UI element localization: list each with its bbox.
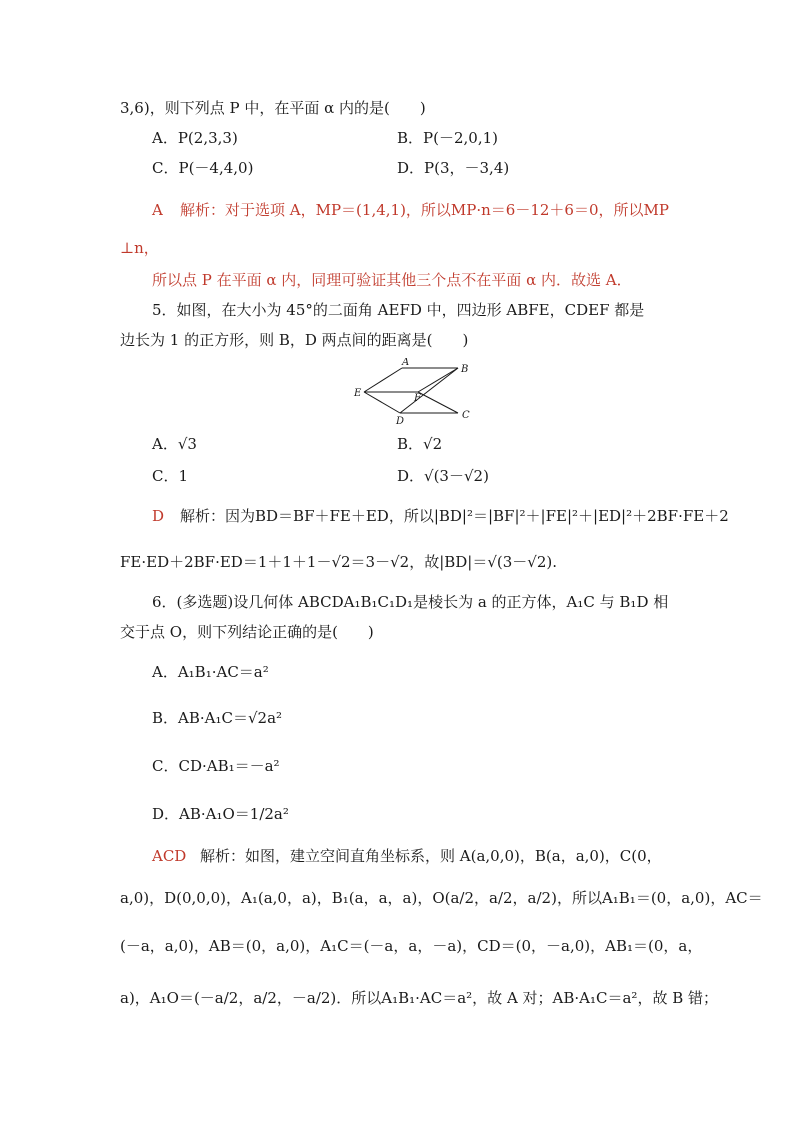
q4-option-b: B．P(－2,0,1)	[397, 129, 498, 147]
q5-option-a: A．√3	[152, 435, 197, 453]
q5-stem-line-1: 5．如图，在大小为 45°的二面角 AEFD 中，四边形 ABFE，CDEF 都是	[152, 301, 645, 319]
q4-option-c: C．P(－4,4,0)	[152, 159, 254, 177]
q4-option-a: A．P(2,3,3)	[152, 129, 238, 147]
q6-solution-line-2: a,0)，D(0,0,0)，A₁(a,0，a)，B₁(a，a，a)，O(a/2，a/2，a/2)，所以A₁B₁＝(0，a,0)，AC＝	[120, 889, 763, 907]
q5-option-d: D．√(3－√2)	[397, 467, 489, 485]
q5-solution-line-1: 解析：因为BD＝BF＋FE＋ED，所以|BD|²＝|BF|²＋|FE|²＋|ED|²＋2BF·FE＋2	[180, 507, 729, 525]
q5-answer-letter: D	[152, 507, 165, 525]
q6-option-d: D．AB·A₁O＝1/2a²	[152, 805, 289, 823]
q4-solution-line-3: 所以点 P 在平面 α 内，同理可验证其他三个点不在平面 α 内．故选 A．	[152, 271, 632, 289]
label-d: D	[396, 416, 405, 426]
label-b: B	[461, 364, 469, 375]
q6-option-a: A．A₁B₁·AC＝a²	[152, 663, 269, 681]
label-c: C	[462, 410, 470, 421]
q6-option-b: B．AB·A₁C＝√2a²	[152, 709, 283, 727]
q6-stem-line-1: 6．(多选题)设几何体 ABCDA₁B₁C₁D₁是棱长为 a 的正方体，A₁C 与 B₁D 相	[152, 593, 669, 611]
label-a: A	[402, 358, 410, 368]
q4-stem: 3,6)，则下列点 P 中，在平面 α 内的是( )	[120, 99, 426, 117]
q5-solution-line-2: FE·ED＋2BF·ED＝1＋1＋1－√2＝3－√2，故|BD|＝√(3－√2).	[120, 553, 558, 571]
q4-solution-line-2: ⊥n，	[120, 239, 159, 257]
q5-option-b: B．√2	[397, 435, 443, 453]
q5-option-c: C．1	[152, 467, 189, 485]
q4-option-d: D．P(3，－3,4)	[397, 159, 510, 177]
edge-bf	[418, 368, 458, 392]
q4-answer-letter: A	[152, 201, 163, 219]
q6-stem-line-2: 交于点 O，则下列结论正确的是( )	[120, 623, 374, 641]
q6-option-c: C．CD·AB₁＝－a²	[152, 757, 280, 775]
q5-stem-line-2: 边长为 1 的正方形，则 B，D 两点间的距离是( )	[120, 331, 469, 349]
edge-ea	[364, 368, 402, 392]
dihedral-angle-figure	[348, 358, 478, 426]
q6-solution-line-4: a)，A₁O＝(－a/2，a/2，－a/2)．所以A₁B₁·AC＝a²，故 A 对；AB·A₁C＝a²，故 B 错；	[120, 989, 719, 1007]
edge-ed	[364, 392, 400, 413]
q6-solution-line-3: (－a，a,0)，AB＝(0，a,0)，A₁C＝(－a，a，－a)，CD＝(0，－a,0)，AB₁＝(0，a，	[120, 937, 703, 955]
label-f: F	[414, 393, 421, 404]
label-e: E	[354, 388, 362, 399]
edge-fc	[418, 392, 458, 413]
q4-solution-line-1: 解析：对于选项 A，MP＝(1,4,1)，所以MP·n＝6－12＋6＝0，所以MP	[180, 201, 669, 219]
edge-bd	[400, 368, 458, 413]
q6-solution-line-1: 解析：如图，建立空间直角坐标系，则 A(a,0,0)，B(a，a,0)，C(0，	[200, 847, 662, 865]
q6-answer-letter: ACD	[152, 847, 187, 865]
